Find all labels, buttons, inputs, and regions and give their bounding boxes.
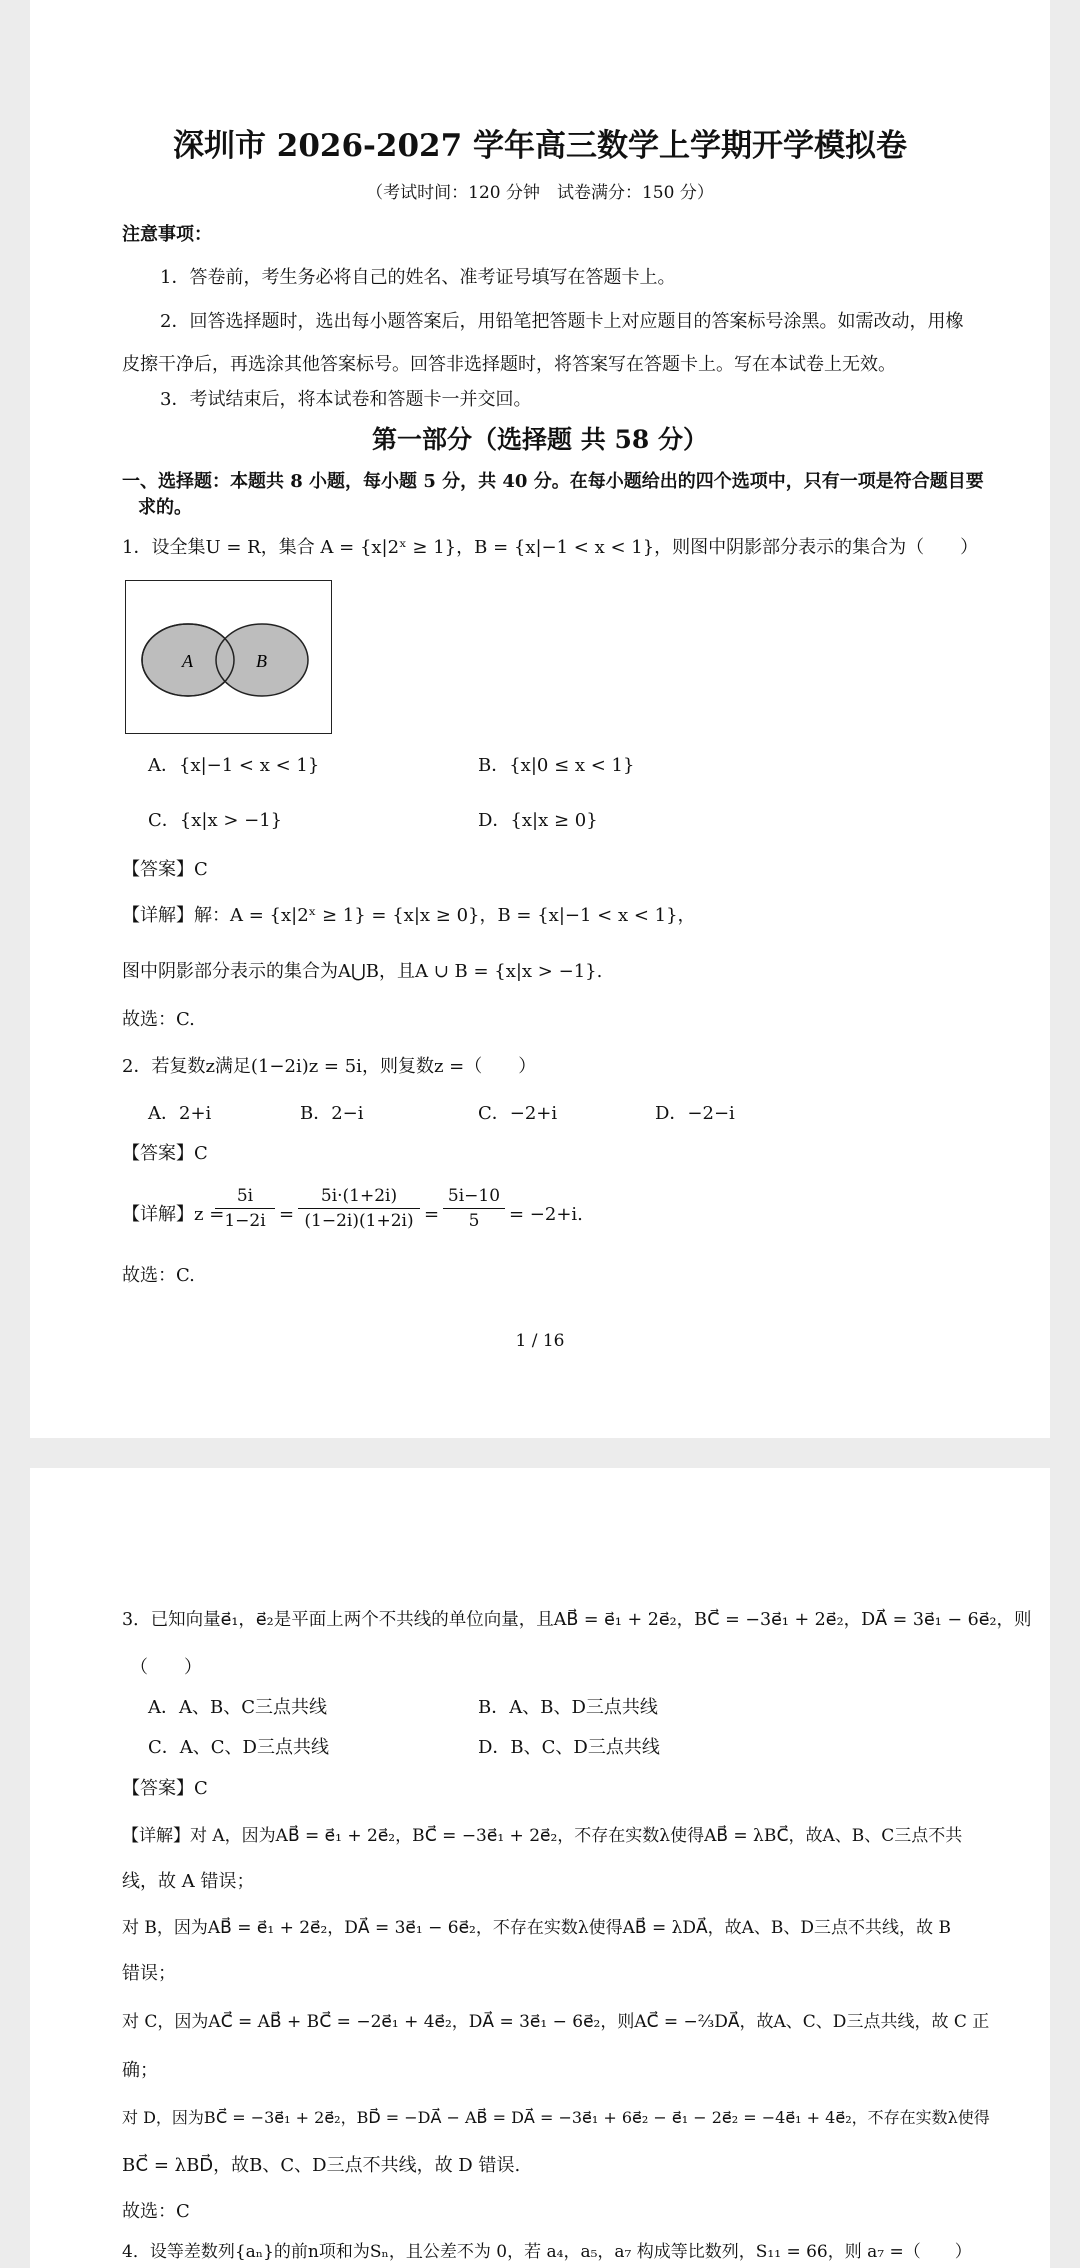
q1-explain-line: 【详解】解：A = {x|2ˣ ≥ 1} = {x|x ≥ 0}，B = {x|−1 < x < 1}， [122, 905, 696, 926]
notice-line: 皮擦干净后，再选涂其他答案标号。回答非选择题时，将答案写在答题卡上。写在本试卷上无效。 [122, 354, 896, 375]
fraction-numerator: 5i−10 [447, 1186, 501, 1206]
q1-option-d: D．{x|x ≥ 0} [478, 810, 598, 831]
fraction-denominator: (1−2i)(1+2i) [304, 1211, 414, 1231]
q3-option-a: A．A、B、C三点共线 [148, 1697, 327, 1718]
q1-answer: 【答案】C [122, 859, 208, 880]
venn-label-b: B [256, 651, 267, 671]
q3-explain-line: 确； [122, 2060, 158, 2081]
question-4-cutoff: 4．设等差数列{aₙ}的前n项和为Sₙ，且公差不为 0，若 a₄，a₅，a₇ 构成等比数列，S₁₁ = 66，则 a₇ =（ ） [122, 2242, 972, 2262]
q2-explain-suffix: = −2+i. [509, 1204, 583, 1225]
q3-explain-line: 对 B，因为AB⃗ = e⃗₁ + 2e⃗₂，DA⃗ = 3e⃗₁ − 6e⃗₂，不存在实数λ使得AB⃗ = λDA⃗，故A、B、D三点不共线，故 B [122, 1918, 951, 1938]
q3-explain-line: 对 C，因为AC⃗ = AB⃗ + BC⃗ = −2e⃗₁ + 4e⃗₂，DA⃗ = 3e⃗₁ − 6e⃗₂，则AC⃗ = −⅔DA⃗，故A、C、D三点共线，故 C 正 [122, 2012, 990, 2032]
question-1-stem: 1．设全集U = R，集合 A = {x|2ˣ ≥ 1}，B = {x|−1 < x < 1}，则图中阴影部分表示的集合为（ ） [122, 537, 979, 558]
q2-fraction-3 [443, 1186, 505, 1231]
q2-fraction-2 [298, 1186, 420, 1231]
question-2-stem: 2．若复数z满足(1−2i)z = 5i，则复数z =（ ） [122, 1056, 537, 1077]
q2-option-c: C．−2+i [478, 1103, 558, 1124]
fraction-denominator: 1−2i [224, 1211, 266, 1231]
fraction-bar [215, 1208, 275, 1209]
venn-svg [126, 581, 331, 733]
q2-conclusion: 故选：C. [122, 1265, 195, 1286]
q3-explain-line: 对 D，因为BC⃗ = −3e⃗₁ + 2e⃗₂，BD⃗ = −DA⃗ − AB⃗ = DA⃗ = −3e⃗₁ + 6e⃗₂ − e⃗₁ − 2e⃗₂ = −4e⃗₁ + 4e⃗₂，不存在实数λ使得 [122, 2108, 990, 2127]
page-number: 1 / 16 [515, 1331, 565, 1351]
q1-option-c: C．{x|x > −1} [148, 810, 283, 831]
q3-option-c: C．A、C、D三点共线 [148, 1737, 329, 1758]
q1-option-b: B．{x|0 ≤ x < 1} [478, 755, 635, 776]
q2-option-a: A．2+i [148, 1103, 212, 1124]
q2-answer: 【答案】C [122, 1143, 208, 1164]
q3-option-b: B．A、B、D三点共线 [478, 1697, 658, 1718]
q3-conclusion: 故选：C [122, 2201, 190, 2222]
part-title: 第一部分（选择题 共 58 分） [372, 425, 708, 454]
exam-title: 深圳市 2026-2027 学年高三数学上学期开学模拟卷 [172, 128, 907, 164]
q3-explain-line: 线，故 A 错误； [122, 1871, 255, 1892]
q2-fraction-1 [215, 1186, 275, 1231]
q2-option-b: B．2−i [300, 1103, 364, 1124]
notice-heading: 注意事项： [122, 224, 212, 245]
q3-explain-line: 错误； [122, 1963, 176, 1984]
section-intro: 求的。 [138, 497, 192, 518]
venn-label-a: A [182, 651, 193, 671]
exam-page-2 [30, 1468, 1050, 2268]
equals-sign: = [424, 1204, 440, 1225]
notice-line: 2．回答选择题时，选出每小题答案后，用铅笔把答题卡上对应题目的答案标号涂黑。如需改动，用橡 [160, 311, 964, 332]
fraction-bar [443, 1208, 505, 1209]
fraction-bar [298, 1208, 420, 1209]
exam-page-1 [30, 0, 1050, 1438]
q1-explain-line: 图中阴影部分表示的集合为A⋃B，且A ∪ B = {x|x > −1}. [122, 961, 603, 982]
q2-explain-prefix: 【详解】z = [122, 1204, 225, 1225]
section-intro: 一、选择题：本题共 8 小题，每小题 5 分，共 40 分。在每小题给出的四个选项中，只有一项是符合题目要 [122, 471, 984, 492]
q3-explain-line: BC⃗ = λBD⃗，故B、C、D三点不共线，故 D 错误. [122, 2155, 521, 2176]
notice-line: 1．答卷前，考生务必将自己的姓名、准考证号填写在答题卡上。 [160, 267, 676, 288]
exam-subtitle: （考试时间：120 分钟 试卷满分：150 分） [366, 183, 714, 203]
question-3-stem-cont: （ ） [130, 1657, 202, 1678]
question-3-stem: 3．已知向量e⃗₁，e⃗₂是平面上两个不共线的单位向量，且AB⃗ = e⃗₁ + 2e⃗₂，BC⃗ = −3e⃗₁ + 2e⃗₂，DA⃗ = 3e⃗₁ − 6e⃗₂，则 [122, 1610, 1032, 1630]
notice-line: 3．考试结束后，将本试卷和答题卡一并交回。 [160, 389, 532, 410]
q1-conclusion: 故选：C. [122, 1009, 195, 1030]
fraction-numerator: 5i·(1+2i) [320, 1186, 398, 1206]
q2-option-d: D．−2−i [655, 1103, 735, 1124]
fraction-denominator: 5 [468, 1211, 480, 1231]
q3-option-d: D．B、C、D三点共线 [478, 1737, 660, 1758]
q3-answer: 【答案】C [122, 1778, 208, 1799]
q1-option-a: A．{x|−1 < x < 1} [148, 755, 320, 776]
fraction-numerator: 5i [236, 1186, 254, 1206]
venn-diagram [125, 580, 332, 734]
q3-explain-line: 【详解】对 A，因为AB⃗ = e⃗₁ + 2e⃗₂，BC⃗ = −3e⃗₁ + 2e⃗₂，不存在实数λ使得AB⃗ = λBC⃗，故A、B、C三点不共 [122, 1826, 963, 1846]
equals-sign: = [279, 1204, 295, 1225]
